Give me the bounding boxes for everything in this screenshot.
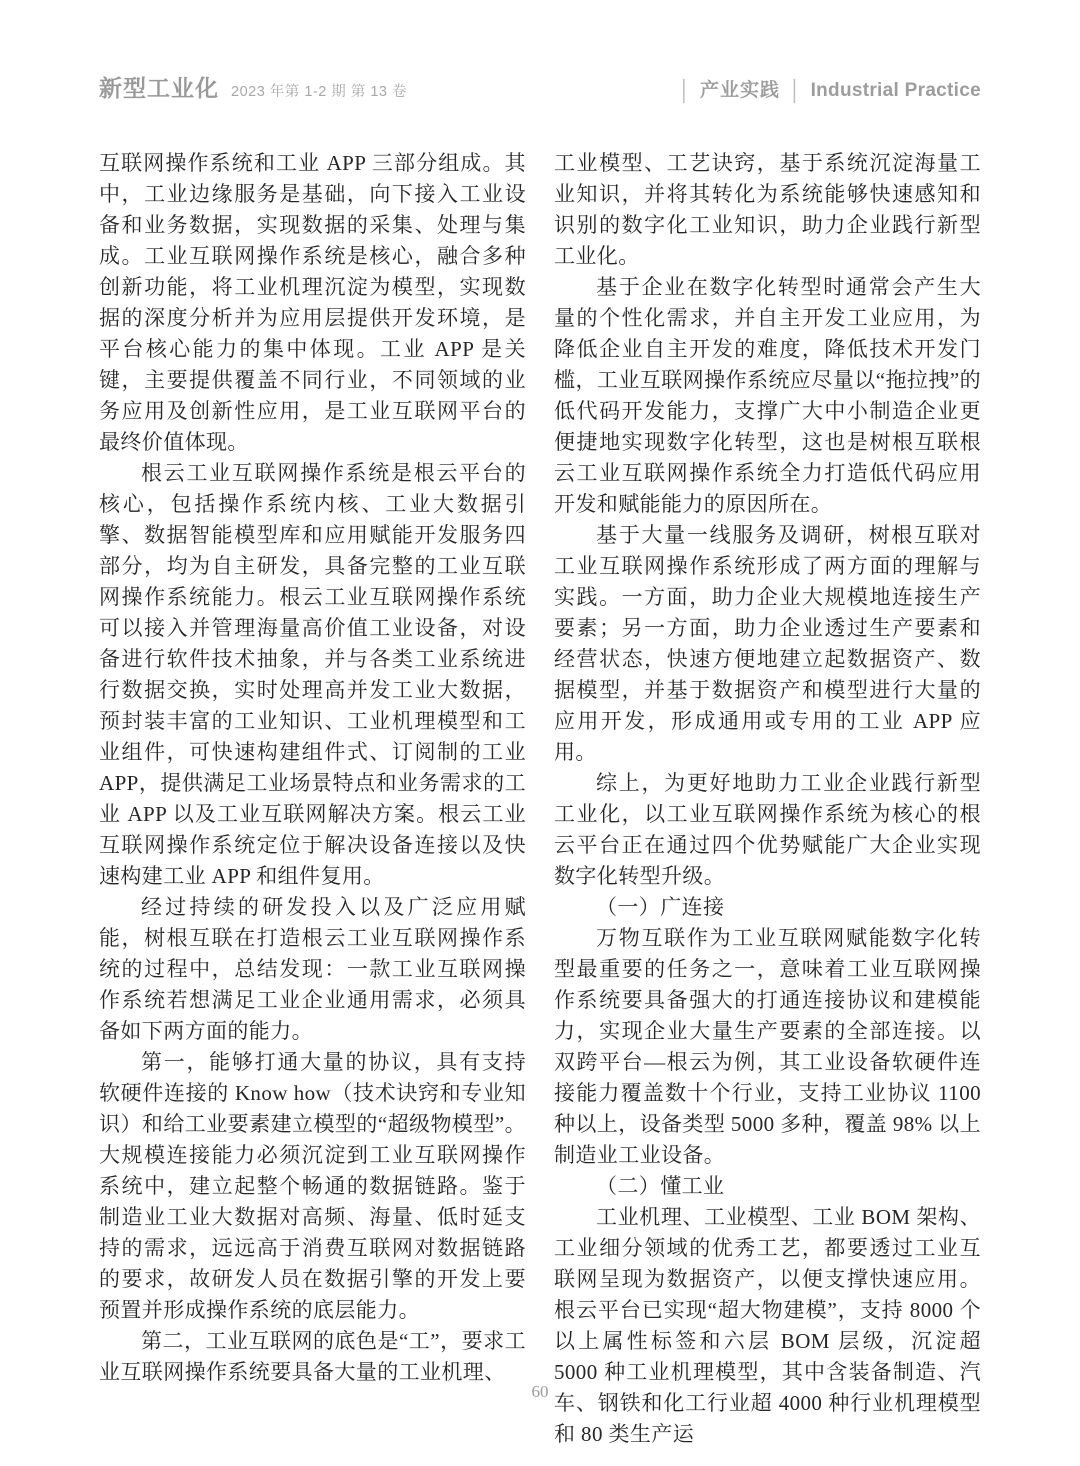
journal-title: 新型工业化 [99,75,219,101]
article-body [99,148,981,1450]
paragraph: 综上，为更好地助力工业企业践行新型工业化，以工业互联网操作系统为核心的根云平台正在通过四个优势赋能广大企业实现数字化转型升级。 [554,771,981,888]
page-header [99,70,981,102]
section-title-chinese: 产业实践 [700,80,781,101]
right-column [554,148,981,1450]
section-title-english: Industrial Practice [810,80,981,101]
issue-info: 2023 年第 1-2 期 第 13 卷 [231,84,408,100]
paragraph: 万物互联作为工业互联网赋能数字化转型最重要的任务之一，意味着工业互联网操作系统要具备强大的打通连接协议和建模能力，实现企业大量生产要素的全部连接。以双跨平台—根云为例，其工业设备软硬件连接能力覆盖数十个行业，支持工业协议 1100 种以上，设备类型 5000 多种，覆盖 98% 以上制造业工业设备。 [554,926,981,1167]
paragraph: 工业模型、工艺诀窍，基于系统沉淀海量工业知识，并将其转化为系统能够快速感知和识别的数字化工业知识，助力企业践行新型工业化。 [554,151,981,268]
page-number: 60 [531,1382,549,1401]
section-label [679,75,981,102]
paragraph: 第一，能够打通大量的协议，具有支持软硬件连接的 Know how（技术诀窍和专业知识）和给工业要素建立模型的“超级物模型”。大规模连接能力必须沉淀到工业互联网操作系统中，建立起整个畅通的数据链路。鉴于制造业工业大数据对高频、海量、低时延支持的需求，远远高于消费互联网对数据链路的要求，故研发人员在数据引擎的开发上要预置并形成操作系统的底层能力。 [99,1050,526,1322]
paragraph: （一）广连接 [596,895,725,919]
page-footer [0,1382,1080,1402]
paragraph: 互联网操作系统和工业 APP 三部分组成。其中，工业边缘服务是基础，向下接入工业设备和业务数据，实现数据的采集、处理与集成。工业互联网操作系统是核心，融合多种创新功能，将工业机理沉淀为模型，实现数据的深度分析并为应用层提供开发环境，是平台核心能力的集中体现。工业 APP 是关键，主要提供覆盖不同行业，不同领域的业务应用及创新性应用，是工业互联网平台的最终价值体现。 [99,151,526,454]
paragraph: 工业机理、工业模型、工业 BOM 架构、工业细分领域的优秀工艺，都要透过工业互联网呈现为数据资产，以便支撑快速应用。根云平台已实现“超大物建模”，支持 8000 个以上属性标签和六层 BOM 层级，沉淀超 5000 种工业机理模型，其中含装备制造、汽车、钢铁和化工行业超 4000 种行业机理模型和 80 类生产运 [554,1205,981,1446]
paragraph: （二）懂工业 [596,1174,725,1198]
paragraph: 经过持续的研发投入以及广泛应用赋能，树根互联在打造根云工业互联网操作系统的过程中，总结发现：一款工业互联网操作系统若想满足工业企业通用需求，必须具备如下两方面的能力。 [99,895,526,1043]
paragraph: 基于企业在数字化转型时通常会产生大量的个性化需求，并自主开发工业应用，为降低企业自主开发的难度，降低技术开发门槛，工业互联网操作系统应尽量以“拖拉拽”的低代码开发能力，支撑广大中小制造企业更便捷地实现数字化转型，这也是树根互联根云工业互联网操作系统全力打造低代码应用开发和赋能能力的原因所在。 [554,275,981,516]
paragraph: 基于大量一线服务及调研，树根互联对工业互联网操作系统形成了两方面的理解与实践。一方面，助力企业大规模地连接生产要素；另一方面，助力企业透过生产要素和经营状态，快速方便地建立起数据资产、数据模型，并基于数据资产和模型进行大量的应用开发，形成通用或专用的工业 APP 应用。 [554,523,981,764]
paragraph: 第二，工业互联网的底色是“工”，要求工业互联网操作系统要具备大量的工业机理、 [99,1329,526,1384]
journal-info [99,70,407,103]
left-column [99,148,526,1450]
paragraph: 根云工业互联网操作系统是根云平台的核心，包括操作系统内核、工业大数据引擎、数据智能模型库和应用赋能开发服务四部分，均为自主研发，具备完整的工业互联网操作系统能力。根云工业互联网操作系统可以接入并管理海量高价值工业设备，对设备进行软件技术抽象，并与各类工业系统进行数据交换，实时处理高并发工业大数据，预封装丰富的工业知识、工业机理模型和工业组件，可快速构建组件式、订阅制的工业 APP，提供满足工业场景特点和业务需求的工业 APP 以及工业互联网解决方案。根云工业互联网操作系统定位于解决设备连接以及快速构建工业 APP 和组件复用。 [99,461,526,888]
divider-bar-icon: │ [789,80,802,102]
divider-bar-icon: │ [678,80,692,102]
